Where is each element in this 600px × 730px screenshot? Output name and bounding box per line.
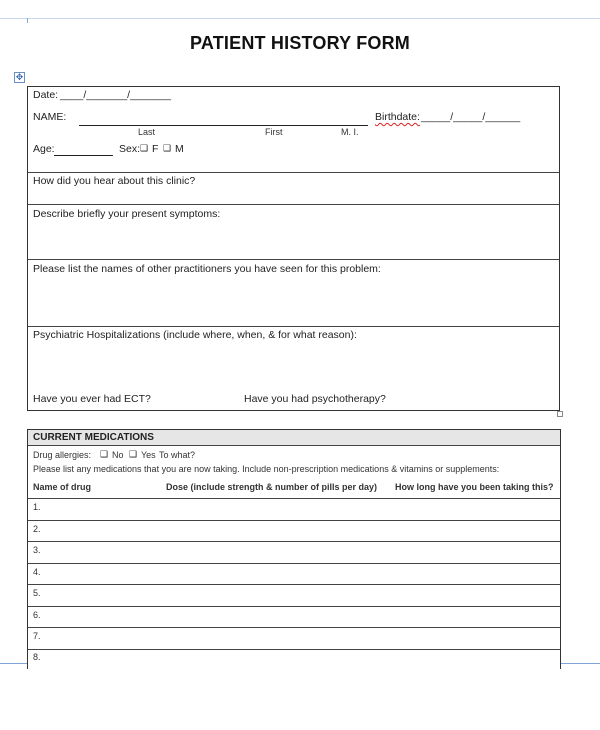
allergies-to-what: To what?: [159, 450, 196, 460]
question-ect: Have you ever had ECT?: [33, 393, 151, 405]
med-row-divider: [28, 649, 560, 650]
row-divider-symptoms: [28, 204, 559, 205]
form-title: PATIENT HISTORY FORM: [189, 33, 410, 53]
patient-info-table: [27, 86, 560, 411]
sex-m-label: M: [175, 143, 184, 155]
question-present-symptoms: Describe briefly your present symptoms:: [33, 208, 221, 220]
med-row-divider: [28, 584, 560, 585]
med-row-number[interactable]: 1.: [33, 502, 41, 512]
med-row-number[interactable]: 6.: [33, 610, 41, 620]
med-row-number[interactable]: 2.: [33, 524, 41, 534]
allergies-no-label: No: [112, 450, 124, 460]
med-row-number[interactable]: 8.: [33, 652, 41, 662]
question-psychotherapy: Have you had psychotherapy?: [244, 393, 386, 405]
med-row-number[interactable]: 3.: [33, 545, 41, 555]
col-dose: Dose (include strength & number of pills per day): [166, 482, 378, 492]
page-top-guide: [0, 18, 600, 19]
medications-table: [27, 429, 561, 669]
age-field[interactable]: [54, 155, 113, 156]
question-other-practitioners: Please list the names of other practitioners you have seen for this problem:: [33, 263, 381, 275]
name-first-caption: First: [265, 127, 283, 137]
col-name-of-drug: Name of drug: [33, 482, 92, 492]
age-label: Age:: [33, 143, 55, 155]
row-divider-practitioners: [28, 259, 559, 260]
name-label: NAME:: [33, 111, 67, 123]
name-field[interactable]: [79, 125, 368, 126]
medications-header: CURRENT MEDICATIONS: [33, 432, 154, 443]
sex-label: Sex:: [119, 143, 141, 155]
sex-m-checkbox[interactable]: ❑: [163, 144, 172, 154]
allergies-yes-checkbox[interactable]: ❑: [129, 450, 138, 460]
med-row-divider: [28, 520, 560, 521]
birthdate-label: Birthdate:: [375, 111, 420, 123]
med-row-divider: [28, 541, 560, 542]
medications-instruction: Please list any medications that you are now taking. Include non-prescription medications & vitamins or supplements:: [33, 464, 500, 474]
table-move-icon[interactable]: ✥: [15, 72, 24, 82]
sex-f-checkbox[interactable]: ❑: [140, 144, 149, 154]
page-left-guide: [27, 18, 28, 23]
col-duration: How long have you been taking this?: [395, 482, 554, 492]
allergies-no-checkbox[interactable]: ❑: [100, 450, 109, 460]
row-divider-psychiatric: [28, 326, 559, 327]
table-resize-handle[interactable]: [557, 411, 563, 417]
question-psychiatric-hospitalizations: Psychiatric Hospitalizations (include where, when, & for what reason):: [33, 329, 357, 341]
date-field[interactable]: ____/_______/_______: [60, 89, 171, 101]
med-row-number[interactable]: 4.: [33, 567, 41, 577]
med-row-divider: [28, 627, 560, 628]
med-row-divider: [28, 606, 560, 607]
name-last-caption: Last: [138, 127, 156, 137]
birthdate-field[interactable]: _____/_____/______: [421, 111, 521, 123]
row-divider-hear: [28, 172, 559, 173]
med-row-divider: [28, 498, 560, 499]
allergies-yes-label: Yes: [141, 450, 156, 460]
name-mi-caption: M. I.: [341, 127, 359, 137]
drug-allergies-label: Drug allergies:: [33, 450, 92, 460]
sex-f-label: F: [152, 143, 159, 155]
med-row-divider: [28, 563, 560, 564]
med-row-number[interactable]: 7.: [33, 631, 41, 641]
question-hear-about-clinic: How did you hear about this clinic?: [33, 175, 196, 187]
med-row-number[interactable]: 5.: [33, 588, 41, 598]
date-label: Date:: [33, 89, 59, 101]
